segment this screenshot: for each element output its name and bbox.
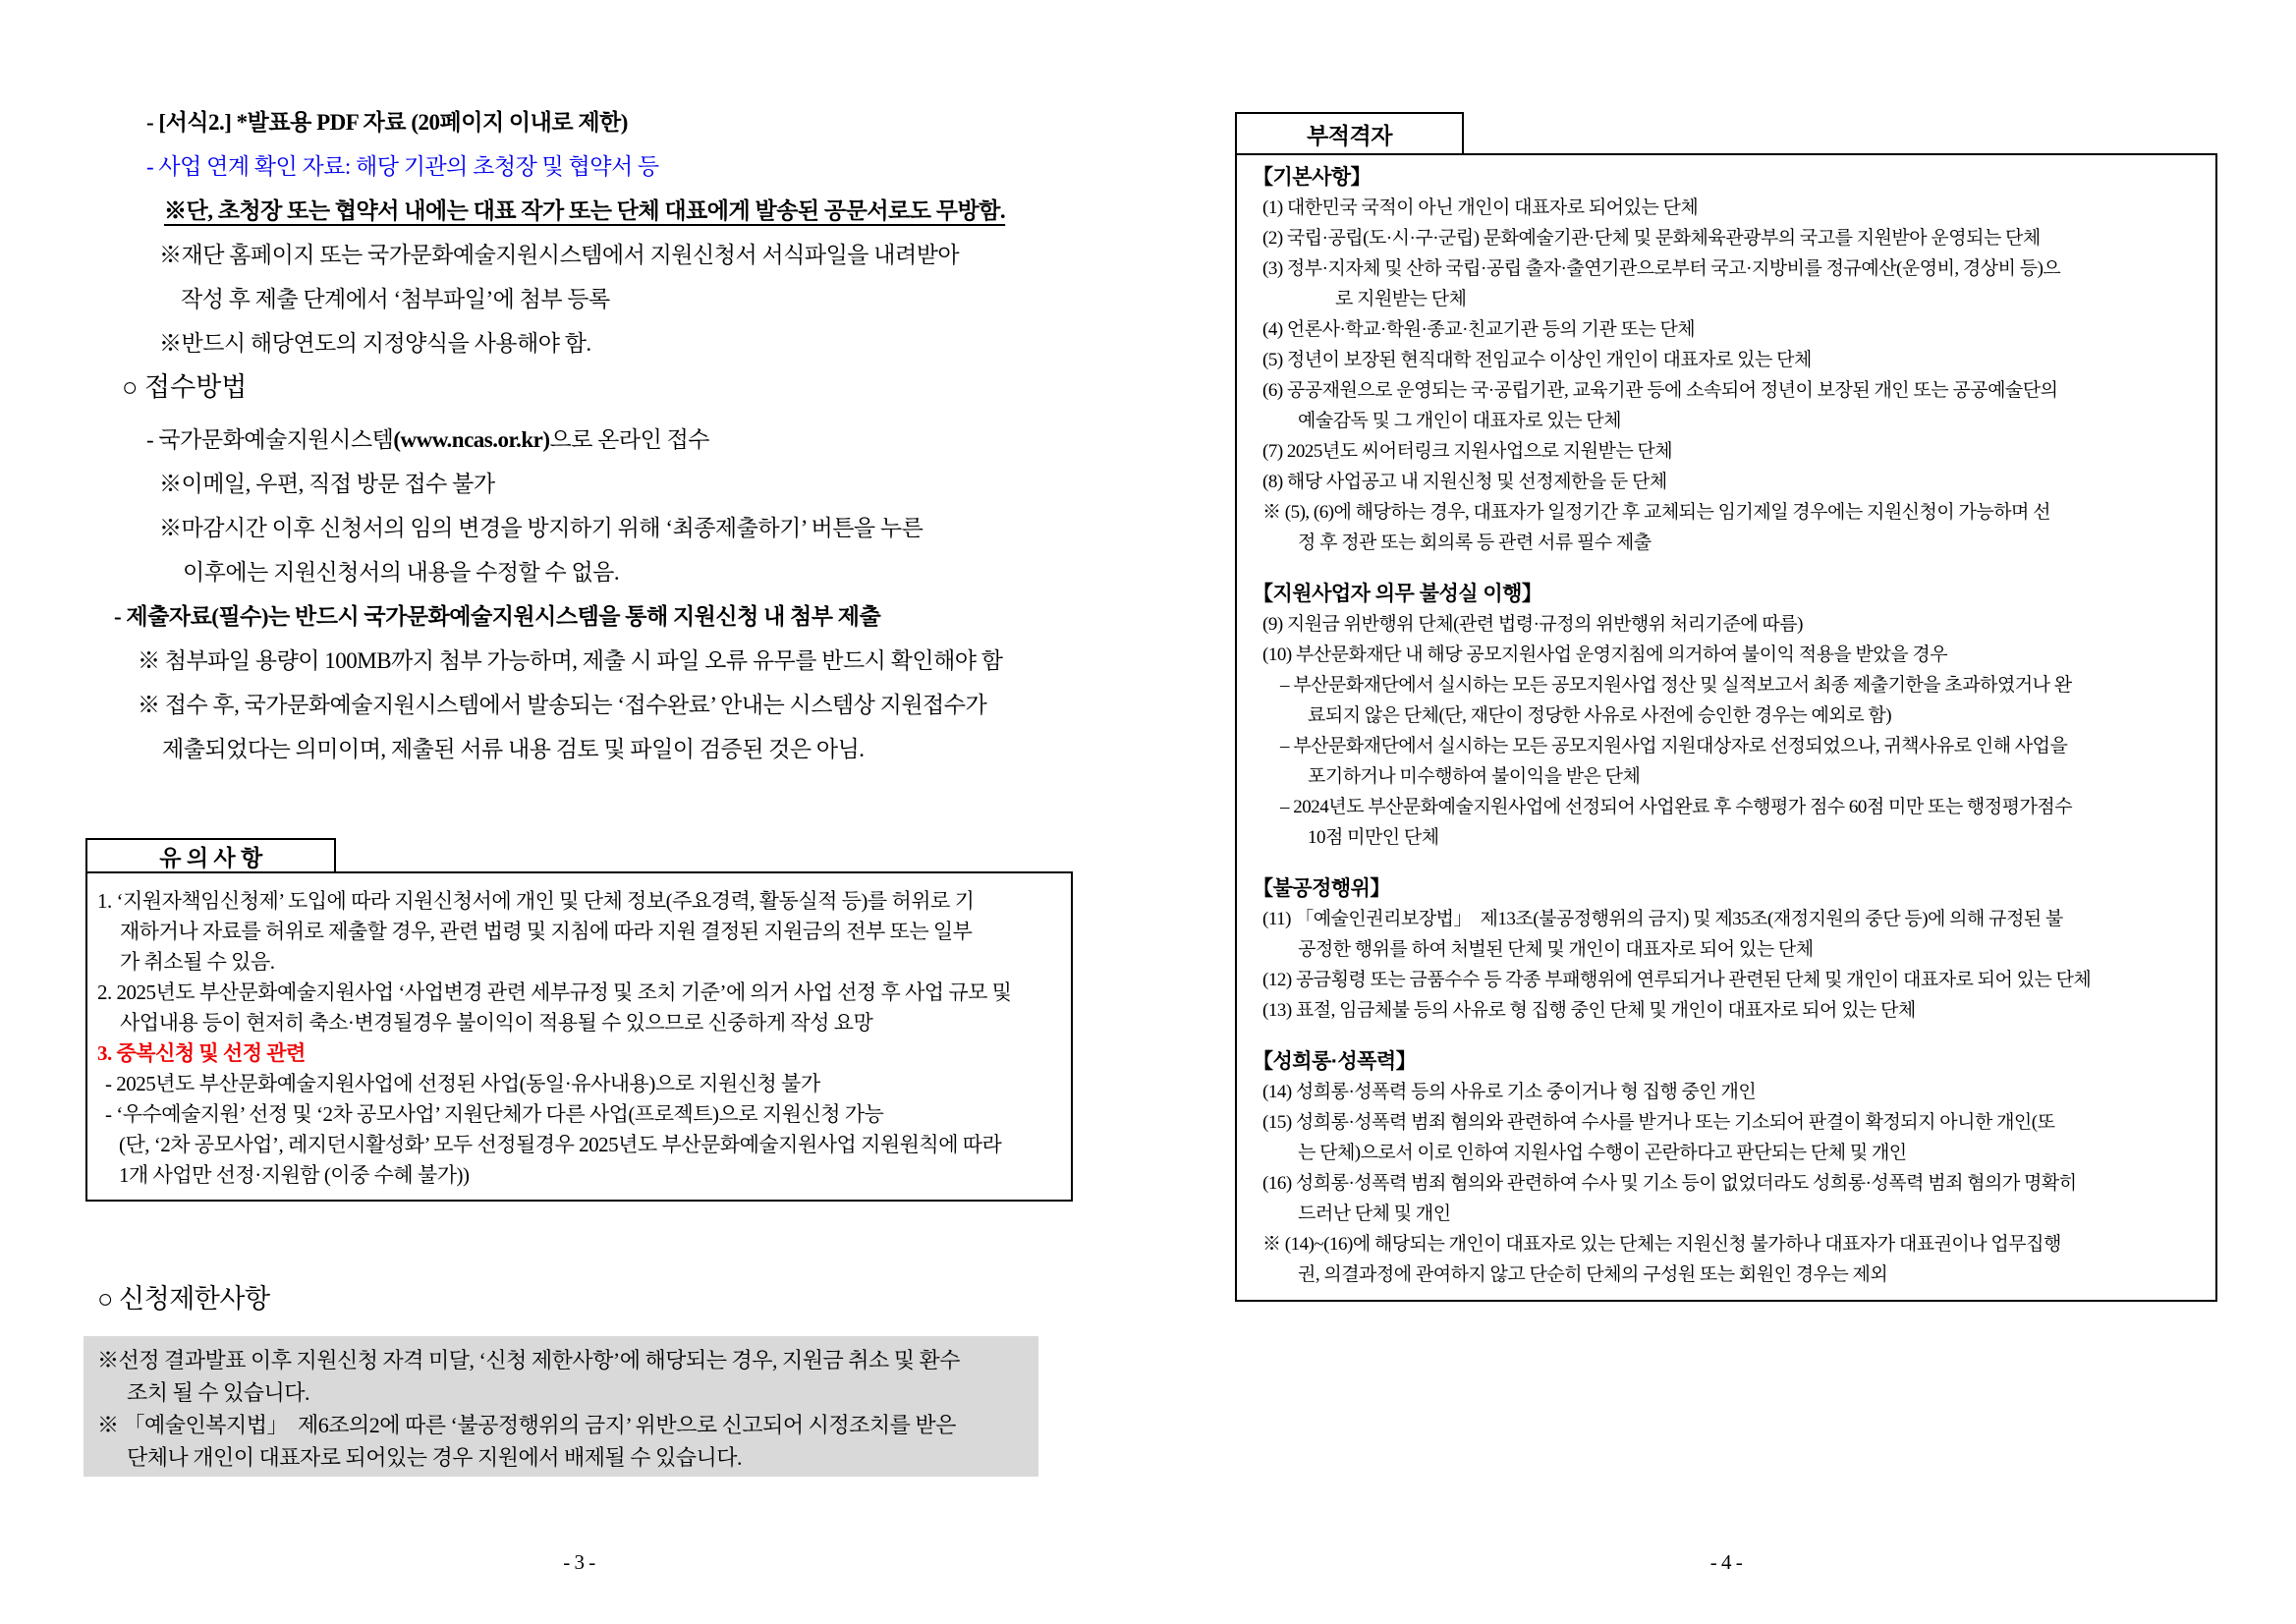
reception-heading: ○ 접수방법 — [122, 372, 248, 402]
disqualified-box — [1235, 153, 2217, 1302]
notice-box — [85, 871, 1073, 1202]
reception-online-pre: - 국가문화예술지원시스템 — [146, 427, 394, 452]
text-line: ※ (5), (6)에 해당하는 경우, 대표자가 일정기간 후 교체되는 임기제일 경우에는 지원신청이 가능하며 선 — [1262, 502, 2051, 523]
text-line: - 2025년도 부산문화예술지원사업에 선정된 사업(동일·유사내용)으로 지원신청 불가 — [105, 1072, 820, 1095]
text-line: 【성희롱·성폭력】 — [1253, 1050, 1417, 1073]
text-line: 로 지원받는 단체 — [1335, 289, 1467, 309]
text-line: 이후에는 지원신청서의 내용을 수정할 수 없음. — [183, 560, 620, 585]
text-line: (10) 부산문화재단 내 해당 공모지원사업 운영지침에 의거하여 불이익 적용을 받았을 경우 — [1262, 644, 1948, 665]
text-line: 3. 중복신청 및 선정 관련 — [97, 1041, 306, 1065]
text-line: - 제출자료(필수)는 반드시 국가문화예술지원시스템을 통해 지원신청 내 첨부 제출 — [114, 604, 881, 629]
text-line: (9) 지원금 위반행위 단체(관련 법령·규정의 위반행위 처리기준에 따름) — [1262, 614, 1803, 635]
text-line: (15) 성희롱·성폭력 범죄 혐의와 관련하여 수사를 받거나 또는 기소되어 판결이 확정되지 아니한 개인(또 — [1262, 1112, 2055, 1133]
text-line: ※ 첨부파일 용량이 100MB까지 첨부 가능하며, 제출 시 파일 오류 유무를 반드시 확인해야 함 — [138, 648, 1003, 673]
text-line: ※ (14)~(16)에 해당되는 개인이 대표자로 있는 단체는 지원신청 불가하나 대표자가 대표권이나 업무집행 — [1262, 1234, 2061, 1255]
text-line: (12) 공금횡령 또는 금품수수 등 각종 부패행위에 연루되거나 관련된 단체 및 개인이 대표자로 되어 있는 단체 — [1262, 970, 2092, 990]
text-line: 단체나 개인이 대표자로 되어있는 경우 지원에서 배제될 수 있습니다. — [127, 1445, 743, 1470]
text-line: ※선정 결과발표 이후 지원신청 자격 미달, ‘신청 제한사항’에 해당되는 경우, 지원금 취소 및 환수 — [97, 1348, 960, 1372]
text-line: 정 후 정관 또는 회의록 등 관련 서류 필수 제출 — [1298, 532, 1652, 553]
text-line: - 사업 연계 확인 자료: 해당 기관의 초청장 및 협약서 등 — [146, 154, 659, 179]
text-line: 제출되었다는 의미이며, 제출된 서류 내용 검토 및 파일이 검증된 것은 아님. — [162, 737, 865, 761]
page3-body — [85, 100, 1142, 771]
text-line: 2. 2025년도 부산문화예술지원사업 ‘사업변경 관련 세부규정 및 조치 기준’에 의거 사업 선정 후 사업 규모 및 — [97, 980, 1012, 1004]
text-line: (7) 2025년도 씨어터링크 지원사업으로 지원받는 단체 — [1262, 441, 1673, 462]
text-line: - [서식2.] *발표용 PDF 자료 (20페이지 이내로 제한) — [146, 110, 628, 135]
text-line: ※단, 초청장 또는 협약서 내에는 대표 작가 또는 단체 대표에게 발송된 공문서로도 무방함. — [164, 198, 1006, 223]
notice-box-title: 유 의 사 항 — [159, 844, 262, 870]
text-line: 포기하거나 미수행하여 불이익을 받은 단체 — [1308, 766, 1641, 787]
disqualified-title-tab — [1235, 112, 1464, 155]
text-line: 10점 미만인 단체 — [1308, 827, 1439, 848]
intro-lines — [85, 100, 1142, 365]
text-line: (5) 정년이 보장된 현직대학 전임교수 이상인 개인이 대표자로 있는 단체 — [1262, 350, 1812, 370]
restriction-heading: ○ 신청제한사항 — [97, 1284, 270, 1314]
restriction-lines — [97, 1344, 1038, 1474]
text-line: (13) 표절, 임금체불 등의 사유로 형 집행 중인 단체 및 개인이 대표자로 되어 있는 단체 — [1262, 1000, 1916, 1021]
text-line: ※ 접수 후, 국가문화예술지원시스템에서 발송되는 ‘접수완료’ 안내는 시스템상 지원접수가 — [138, 693, 987, 717]
text-line: 1개 사업만 선정·지원함 (이중 수혜 불가)) — [119, 1163, 470, 1187]
disqualified-lines — [1253, 162, 2206, 1290]
text-line: 재하거나 자료를 허위로 제출할 경우, 관련 법령 및 지침에 따라 지원 결정된 지원금의 전부 또는 일부 — [120, 920, 973, 943]
text-line: (단, ‘2차 공모사업’, 레지던시활성화’ 모두 선정될경우 2025년도 부산문화예술지원사업 지원원칙에 따라 — [119, 1133, 1002, 1156]
text-line: 료되지 않은 단체(단, 재단이 정당한 사유로 사전에 승인한 경우는 예외로 함) — [1308, 705, 1892, 726]
text-line: (2) 국립·공립(도·시·구·군립) 문화예술기관·단체 및 문화체육관광부의 국고를 지원받아 운영되는 단체 — [1262, 228, 2041, 249]
text-line: (14) 성희롱·성폭력 등의 사유로 기소 중이거나 형 집행 중인 개인 — [1262, 1082, 1757, 1102]
disqualified-title: 부적격자 — [1307, 122, 1392, 148]
text-line: ※재단 홈페이지 또는 국가문화예술지원시스템에서 지원신청서 서식파일을 내려받아 — [159, 243, 960, 267]
text-line: (1) 대한민국 국적이 아닌 개인이 대표자로 되어있는 단체 — [1262, 197, 1699, 218]
text-line: 1. ‘지원자책임신청제’ 도입에 따라 지원신청서에 개인 및 단체 정보(주요경력, 활동실적 등)를 허위로 기 — [97, 889, 975, 913]
text-line: (6) 공공재원으로 운영되는 국·공립기관, 교육기관 등에 소속되어 정년이 보장된 개인 또는 공공예술단의 — [1262, 380, 2058, 401]
notice-box-title-tab — [85, 838, 336, 873]
text-line: 작성 후 제출 단계에서 ‘첨부파일’에 첨부 등록 — [181, 287, 610, 311]
text-line: - ‘우수예술지원’ 선정 및 ‘2차 공모사업’ 지원단체가 다른 사업(프로젝트)으로 지원신청 가능 — [105, 1102, 884, 1126]
reception-online-line — [85, 418, 1142, 462]
text-line: – 부산문화재단에서 실시하는 모든 공모지원사업 정산 및 실적보고서 최종 제출기한을 초과하였거나 완 — [1280, 675, 2072, 696]
text-line: ※반드시 해당연도의 지정양식을 사용해야 함. — [159, 331, 591, 356]
ncas-url: (www.ncas.or.kr) — [393, 427, 550, 452]
page4-number: - 4 - — [1709, 1550, 1743, 1574]
text-line: – 2024년도 부산문화예술지원사업에 선정되어 사업완료 후 수행평가 점수 60점 미만 또는 행정평가점수 — [1280, 797, 2073, 817]
page3-number: - 3 - — [563, 1550, 595, 1574]
text-line: 예술감독 및 그 개인이 대표자로 있는 단체 — [1298, 411, 1622, 431]
text-line: 권, 의결과정에 관여하지 않고 단순히 단체의 구성원 또는 회원인 경우는 제외 — [1298, 1264, 1888, 1285]
text-line: 가 취소될 수 있음. — [120, 950, 275, 974]
text-line: 【기본사항】 — [1253, 166, 1372, 189]
text-line: (11) 「예술인권리보장법」 제13조(불공정행위의 금지) 및 제35조(재정지원의 중단 등)에 의해 규정된 불 — [1262, 909, 2063, 929]
text-line: (4) 언론사·학교·학원·종교·친교기관 등의 기관 또는 단체 — [1262, 319, 1696, 340]
text-line: 【지원사업자 의무 불성실 이행】 — [1253, 583, 1542, 605]
text-line: (16) 성희롱·성폭력 범죄 혐의와 관련하여 수사 및 기소 등이 없었더라도 성희롱·성폭력 범죄 혐의가 명확히 — [1262, 1173, 2077, 1194]
text-line: ※ 「예술인복지법」 제6조의2에 따른 ‘불공정행위의 금지’ 위반으로 신고되어 시정조치를 받은 — [97, 1413, 956, 1437]
text-line: ※마감시간 이후 신청서의 임의 변경을 방지하기 위해 ‘최종제출하기’ 버튼을 누른 — [159, 516, 924, 540]
text-line: 【불공정행위】 — [1253, 877, 1390, 900]
text-line: (8) 해당 사업공고 내 지원신청 및 선정제한을 둔 단체 — [1262, 472, 1667, 492]
restriction-gray-box — [84, 1336, 1038, 1477]
text-line: 조치 될 수 있습니다. — [127, 1380, 310, 1405]
text-line: ※이메일, 우편, 직접 방문 접수 불가 — [159, 472, 495, 496]
text-line: – 부산문화재단에서 실시하는 모든 공모지원사업 지원대상자로 선정되었으나, 귀책사유로 인해 사업을 — [1280, 736, 2068, 756]
text-line: 드러난 단체 및 개인 — [1298, 1204, 1451, 1224]
text-line: (3) 정부·지자체 및 산하 국립·공립 출자·출연기관으로부터 국고·지방비를 정규예산(운영비, 경상비 등)으 — [1262, 258, 2061, 279]
notice-lines — [97, 886, 1061, 1191]
text-line: 사업내용 등이 현저히 축소·변경될경우 불이익이 적용될 수 있으므로 신중하게 작성 요망 — [120, 1011, 873, 1035]
text-line: 는 단체)으로서 이로 인하여 지원사업 수행이 곤란하다고 판단되는 단체 및 개인 — [1298, 1143, 1907, 1163]
text-line: 공정한 행위를 하여 처벌된 단체 및 개인이 대표자로 되어 있는 단체 — [1298, 939, 1814, 960]
reception-online-post: 으로 온라인 접수 — [549, 427, 710, 452]
reception-lines — [85, 462, 1142, 771]
